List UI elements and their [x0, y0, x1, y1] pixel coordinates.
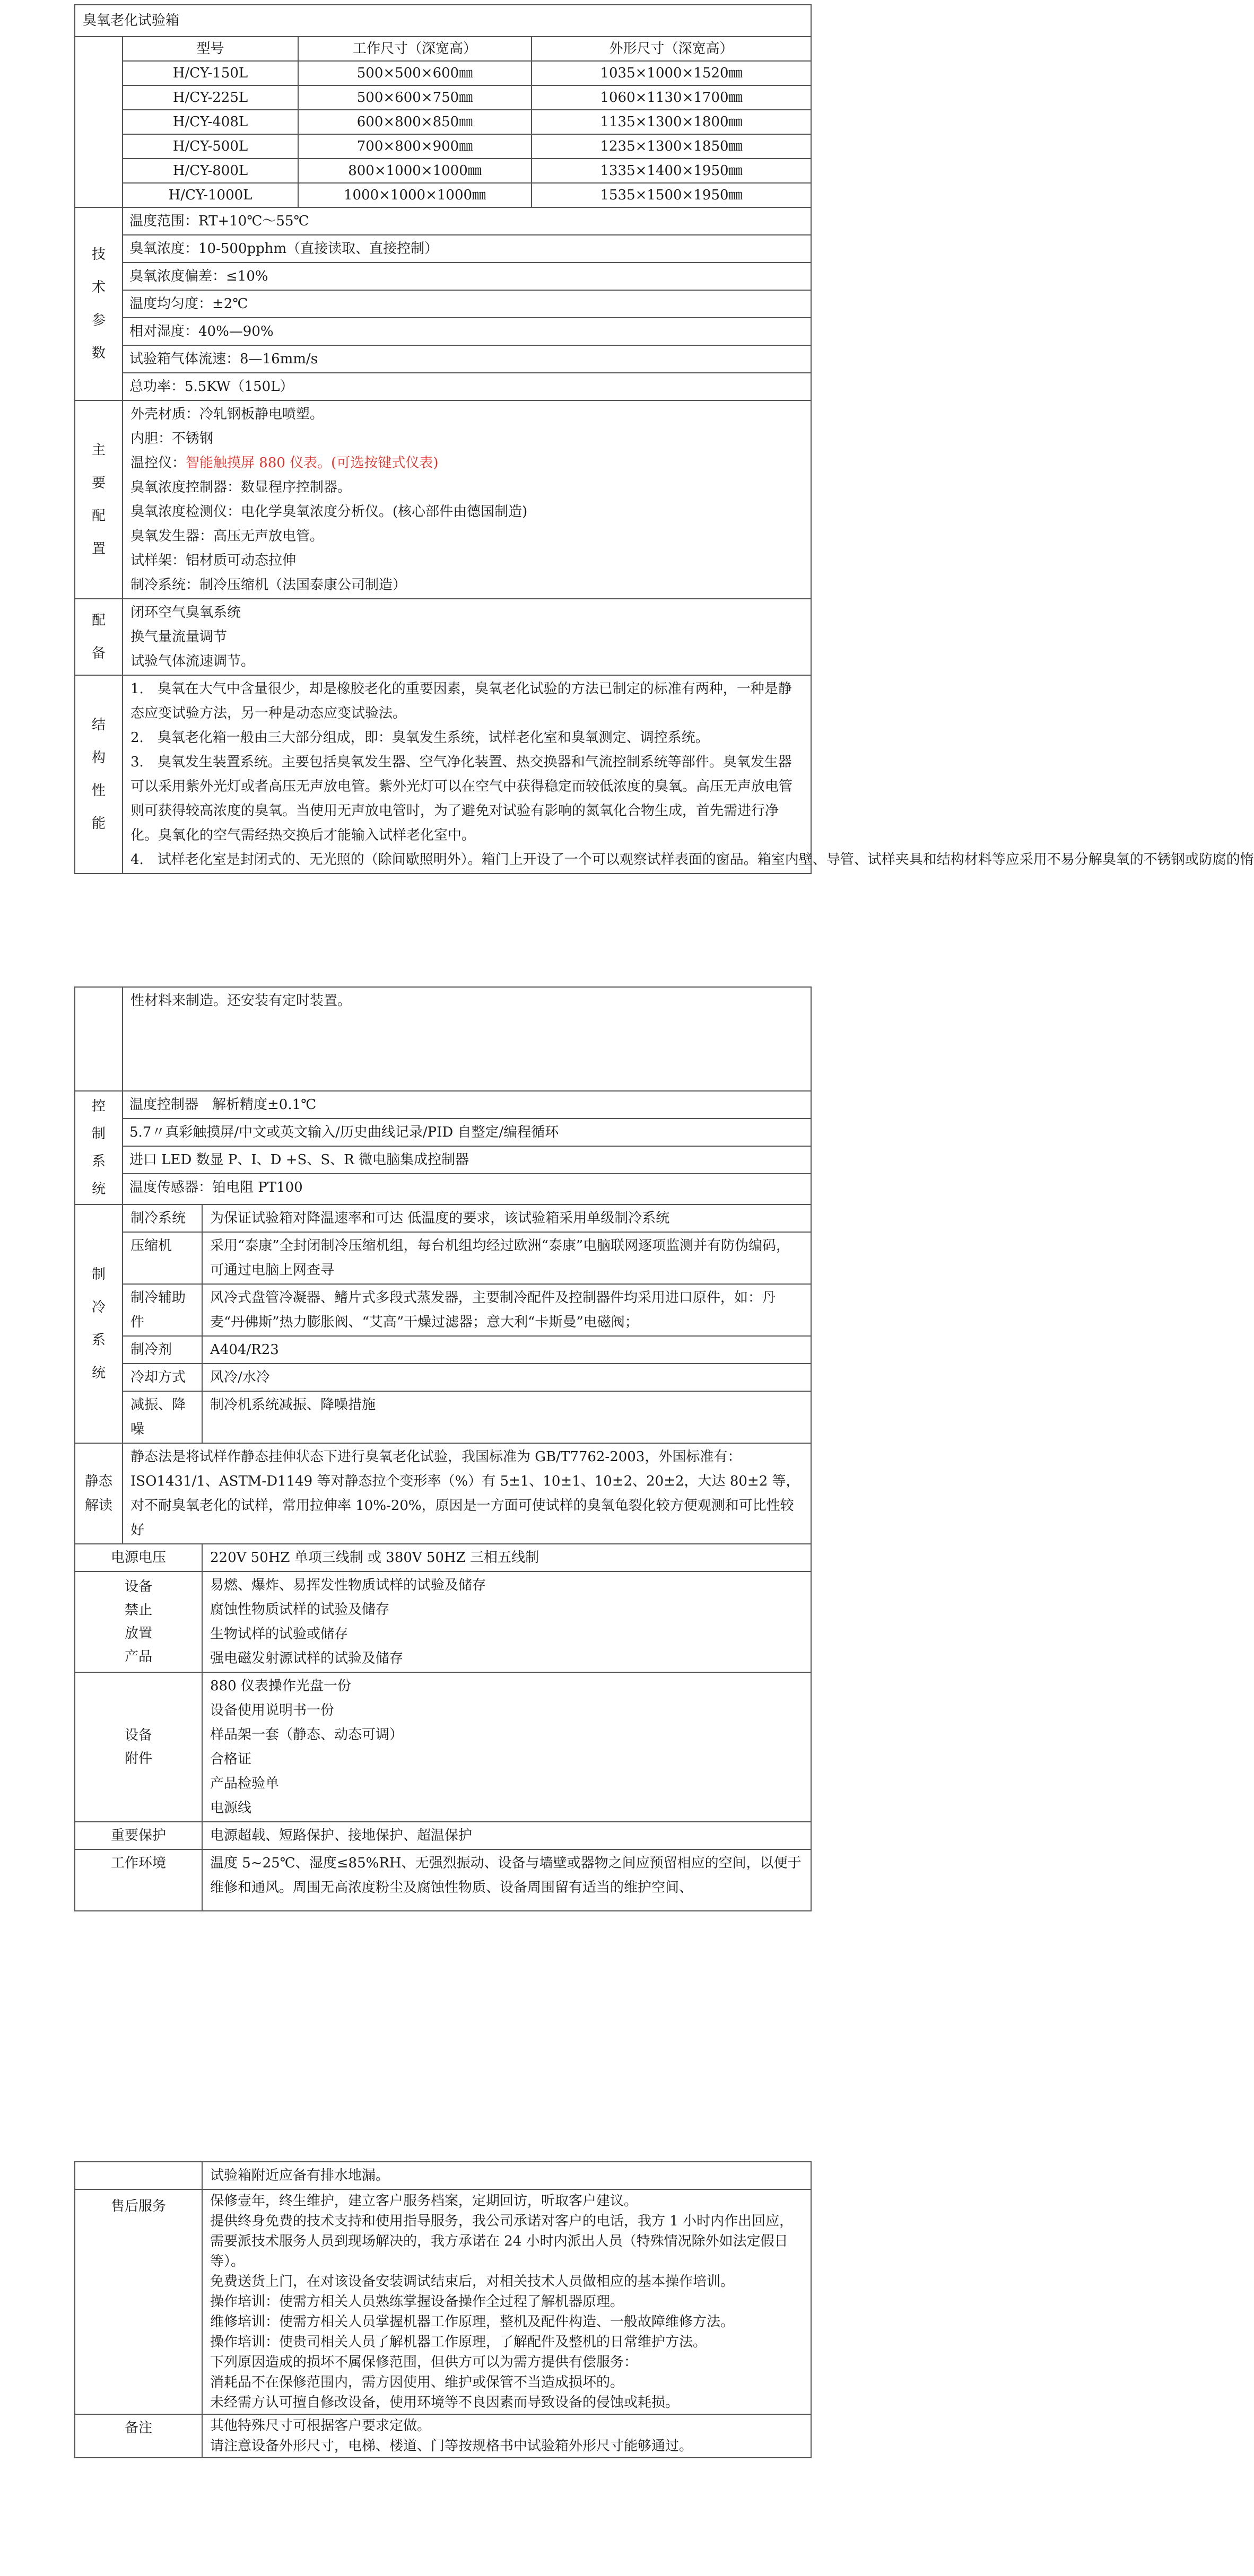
models-header: 工作尺寸（深宽高） — [298, 37, 532, 61]
config-item: 臭氧浓度控制器：数显程序控制器。 — [130, 479, 352, 495]
refrig-value: 风冷式盘管冷凝器、鳍片式多段式蒸发器，主要制冷配件及控制器件均采用进口原件，如：丹麦“丹佛斯”热力膨胀阀、“艾高”干燥过滤器；意大利“卡斯曼”电磁阀； — [202, 1284, 811, 1336]
config-label: 主 要 配 置 — [75, 400, 123, 599]
structure-para: 2. 臭氧老化箱一般由三大部分组成，即：臭氧发生系统，试样老化室和臭氧测定、调控系统。 — [130, 730, 709, 746]
table-row — [123, 159, 811, 183]
environment-label: 工作环境 — [75, 1849, 202, 1911]
config-item: 外壳材质：冷轧钢板静电喷塑。 — [130, 406, 324, 422]
structure-para: 4. 试样老化室是封闭式的、无光照的（除间歇照明外）。箱门上开设了一个可以观察试样表面的窗品。箱室内壁、导管、试样夹具和结构材料等应采用不易分解臭氧的不锈钢或防腐的惰 — [130, 852, 1254, 868]
power-text: 220V 50HZ 单项三线制 或 380V 50HZ 三相五线制 — [202, 1544, 811, 1571]
work-size: 700×800×900㎜ — [298, 134, 532, 159]
service-item: 操作培训：使贵司相关人员了解机器工作原理，了解配件及整机的日常维护方法。 — [210, 2334, 707, 2350]
model-name: H/CY-408L — [123, 110, 298, 134]
service-item: 未经需方认可擅自修改设备，使用环境等不良因素而导致设备的侵蚀或耗损。 — [210, 2395, 680, 2411]
remarks-label: 备注 — [75, 2414, 202, 2458]
service-item: 保修壹年，终生维护，建立客户服务档案，定期回访，听取客户建议。 — [210, 2193, 638, 2209]
refrig-value: 为保证试验箱对降温速率和可达 低温度的要求，该试验箱采用单级制冷系统 — [202, 1204, 811, 1232]
remark-item: 其他特殊尺寸可根据客户要求定做。 — [210, 2418, 431, 2434]
accessory-item: 设备使用说明书一份 — [210, 1702, 335, 1718]
accessory-item: 产品检验单 — [210, 1776, 280, 1792]
models-header-row — [123, 37, 811, 61]
control-items — [123, 1091, 811, 1204]
tech-item: 温度均匀度：±2℃ — [123, 290, 811, 318]
refrig-key: 制冷辅助件 — [123, 1284, 202, 1336]
tech-item: 总功率：5.5KW（150L） — [123, 373, 811, 400]
refrig-key: 冷却方式 — [123, 1364, 202, 1391]
control-item: 温度传感器：铂电阻 PT100 — [123, 1174, 811, 1201]
accessories-items — [202, 1672, 811, 1822]
models-cell — [123, 37, 811, 207]
table-row — [123, 61, 811, 85]
tech-item: 臭氧浓度偏差：≤10% — [123, 263, 811, 290]
equip-item: 换气量流量调节 — [130, 629, 228, 645]
service-label: 售后服务 — [75, 2189, 202, 2414]
environment-continued: 试验箱附近应备有排水地漏。 — [202, 2162, 811, 2189]
service-item: 提供终身免费的技术支持和使用指导服务，我公司承诺对客户的电话，我方 1 小时内作出回应，需要派技术服务人员到现场解决的，我方承诺在 24 小时内派出人员（特殊情况除外如法定假日等）。 — [210, 2213, 794, 2269]
prohibited-item: 腐蚀性物质试样的试验及储存 — [210, 1602, 390, 1618]
document-title: 臭氧老化试验箱 — [75, 5, 811, 37]
refrig-label: 制 冷 系 统 — [75, 1204, 123, 1443]
tech-item: 臭氧浓度：10-500pphm（直接读取、直接控制） — [123, 235, 811, 263]
models-table — [123, 37, 811, 207]
config-item: 臭氧浓度检测仪：电化学臭氧浓度分析仪。(核心部件由德国制造) — [130, 504, 528, 520]
equip-items — [123, 599, 811, 675]
refrig-value: A404/R23 — [202, 1336, 811, 1364]
control-item: 温度控制器 解析精度±0.1℃ — [123, 1091, 811, 1119]
structure-label: 结 构 性 能 — [75, 675, 123, 874]
control-item: 5.7〃真彩触摸屏/中文或英文输入/历史曲线记录/PID 自整定/编程循环 — [123, 1119, 811, 1146]
service-items — [202, 2189, 811, 2414]
refrig-key: 减振、降噪 — [123, 1391, 202, 1443]
refrig-key: 制冷剂 — [123, 1336, 202, 1364]
model-name: H/CY-150L — [123, 61, 298, 85]
outer-size: 1035×1000×1520㎜ — [532, 61, 811, 85]
structure-text — [123, 675, 1254, 874]
service-item: 维修培训：使需方相关人员掌握机器工作原理，整机及配件构造、一般故障维修方法。 — [210, 2314, 735, 2330]
outer-size: 1060×1130×1700㎜ — [532, 85, 811, 110]
accessory-item: 880 仪表操作光盘一份 — [210, 1678, 351, 1694]
outer-size: 1135×1300×1800㎜ — [532, 110, 811, 134]
work-size: 500×500×600㎜ — [298, 61, 532, 85]
table-row — [123, 85, 811, 110]
tech-label: 技 术 参 数 — [75, 207, 123, 400]
config-item: 试样架：铝材质可动态拉伸 — [130, 553, 297, 569]
outer-size: 1235×1300×1850㎜ — [532, 134, 811, 159]
static-label: 静态 解读 — [75, 1443, 123, 1544]
env-continued-spacer — [75, 2162, 202, 2189]
environment-text: 温度 5~25℃、湿度≤85%RH、无强烈振动、设备与墙壁或器物之间应预留相应的空间，以便于维修和通风。周围无高浓度粉尘及腐蚀性物质、设备周围留有适当的维护空间、 — [202, 1849, 811, 1911]
spec-table-page-2 — [74, 986, 812, 1911]
accessories-label: 设备 附件 — [75, 1672, 202, 1822]
prohibited-label: 设备 禁止 放置 产品 — [75, 1571, 202, 1672]
service-item: 消耗品不在保修范围内，需方因使用、维护或保管不当造成损坏的。 — [210, 2374, 624, 2390]
work-size: 1000×1000×1000㎜ — [298, 183, 532, 207]
remarks-items — [202, 2414, 811, 2458]
structure-para: 3. 臭氧发生装置系统。主要包括臭氧发生器、空气净化装置、热交换器和气流控制系统等部件。臭氧发生器可以采用紫外光灯或者高压无声放电管。紫外光灯可以在空气中获得稳定而较低浓度的臭氧。高压无声放电管则可获得较高浓度的臭氧。当使用无声放电管时，为了避免对试验有影响的氮氧化合物生成，首先需进行净化。臭氧化的空气需经热交换后才能输入试样老化室中。 — [130, 754, 793, 843]
model-name: H/CY-800L — [123, 159, 298, 183]
spec-table-page-1 — [74, 4, 1254, 874]
outer-size: 1335×1400×1950㎜ — [532, 159, 811, 183]
power-label: 电源电压 — [75, 1544, 202, 1571]
table-row — [123, 183, 811, 207]
prohibited-item: 生物试样的试验或储存 — [210, 1626, 349, 1642]
control-item: 进口 LED 数显 P、I、D +S、S、R 微电脑集成控制器 — [123, 1146, 811, 1174]
config-item-controller: 温控仪：智能触摸屏 880 仪表。(可选按键式仪表) — [130, 455, 439, 471]
table-row — [123, 134, 811, 159]
config-item: 制冷系统：制冷压缩机（法国泰康公司制造） — [130, 577, 407, 593]
outer-size: 1535×1500×1950㎜ — [532, 183, 811, 207]
equip-label: 配 备 — [75, 599, 123, 675]
model-name: H/CY-225L — [123, 85, 298, 110]
static-text: 静态法是将试样作静态挂伸状态下进行臭氧老化试验，我国标准为 GB/T7762-2003，外国标准有：ISO1431/1、ASTM-D1149 等对静态拉个变形率（%）有 5±1、10±1、10±2、20±2，大达 80±2 等，对不耐臭氧老化的试样，常用拉伸率 10%-20%，原因是一方面可使试样的臭氧龟裂化较方便观测和可比性较好 — [123, 1443, 811, 1544]
tech-item: 温度范围：RT+10℃～55℃ — [123, 208, 811, 235]
tech-items — [123, 207, 811, 400]
structure-continued: 性材料来制造。还安装有定时装置。 — [123, 987, 811, 1091]
models-header: 型号 — [123, 37, 298, 61]
prohibited-items — [202, 1571, 811, 1672]
models-header: 外形尺寸（深宽高） — [532, 37, 811, 61]
config-item: 臭氧发生器：高压无声放电管。 — [130, 528, 324, 544]
model-name: H/CY-1000L — [123, 183, 298, 207]
accessory-item: 合格证 — [210, 1751, 252, 1767]
work-size: 500×600×750㎜ — [298, 85, 532, 110]
config-items — [123, 400, 811, 599]
work-size: 600×800×850㎜ — [298, 110, 532, 134]
tech-item: 相对湿度：40%—90% — [123, 318, 811, 345]
prohibited-item: 易燃、爆炸、易挥发性物质试样的试验及储存 — [210, 1577, 486, 1593]
refrig-key: 压缩机 — [123, 1232, 202, 1284]
service-item: 下列原因造成的损坏不属保修范围，但供方可以为需方提供有偿服务： — [210, 2354, 638, 2370]
refrig-value: 风冷/水冷 — [202, 1364, 811, 1391]
config-item: 内胆：不锈钢 — [130, 431, 214, 447]
control-label: 控 制 系 统 — [75, 1091, 123, 1204]
accessory-item: 样品架一套（静态、动态可调） — [210, 1727, 404, 1743]
structure-para: 1. 臭氧在大气中含量很少，却是橡胶老化的重要因素，臭氧老化试验的方法已制定的标准有两种，一种是静态应变试验方法，另一种是动态应变试验法。 — [130, 681, 792, 721]
models-spacer — [75, 37, 123, 207]
spec-table-page-3 — [74, 2161, 812, 2458]
protection-text: 电源超载、短路保护、接地保护、超温保护 — [202, 1822, 811, 1849]
accessory-item: 电源线 — [210, 1800, 252, 1816]
model-name: H/CY-500L — [123, 134, 298, 159]
controller-highlight: 智能触摸屏 880 仪表。(可选按键式仪表) — [186, 455, 439, 471]
service-item: 操作培训：使需方相关人员熟练掌握设备操作全过程了解机器原理。 — [210, 2294, 624, 2310]
equip-item: 闭环空气臭氧系统 — [130, 605, 241, 621]
remark-item: 请注意设备外形尺寸，电梯、楼道、门等按规格书中试验箱外形尺寸能够通过。 — [210, 2438, 693, 2454]
refrig-key: 制冷系统 — [123, 1204, 202, 1232]
protection-label: 重要保护 — [75, 1822, 202, 1849]
refrig-value: 采用“泰康”全封闭制冷压缩机组，每台机组均经过欧洲“泰康”电脑联网逐项监测并有防伪编码，可通过电脑上网查寻 — [202, 1232, 811, 1284]
equip-item: 试验气体流速调节。 — [130, 653, 255, 669]
table-row — [123, 110, 811, 134]
prohibited-item: 强电磁发射源试样的试验及储存 — [210, 1651, 404, 1666]
service-item: 免费送货上门，在对该设备安装调试结束后，对相关技术人员做相应的基本操作培训。 — [210, 2274, 735, 2290]
refrig-value: 制冷机系统减振、降噪措施 — [202, 1391, 811, 1443]
work-size: 800×1000×1000㎜ — [298, 159, 532, 183]
tech-item: 试验箱气体流速：8—16mm/s — [123, 345, 811, 373]
continued-spacer — [75, 987, 123, 1091]
